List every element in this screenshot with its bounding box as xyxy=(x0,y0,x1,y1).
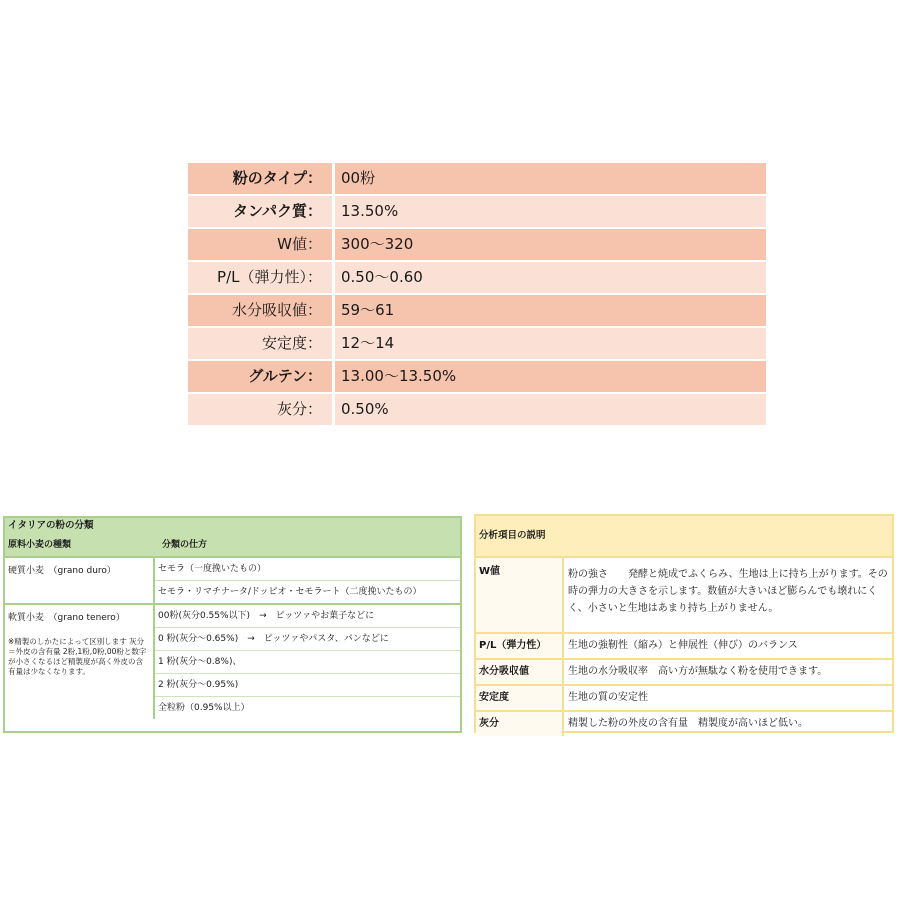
classification-item: セモラ・リマチナータ/ドッピオ・セモラート（二度挽いたもの） xyxy=(158,587,422,597)
spec-label: グルテン： xyxy=(188,361,332,392)
explanation-row-stability xyxy=(476,686,892,712)
explanation-row-w xyxy=(476,558,892,634)
spec-value: 0.50% xyxy=(335,394,766,425)
group-hard-wheat xyxy=(5,558,460,605)
spec-value: 00粉 xyxy=(335,163,766,194)
header-classification: 分類の仕方 xyxy=(162,540,208,550)
spec-value: 12～14 xyxy=(335,328,766,359)
explanation-value: 生地の水分吸収率 高い方が無駄なく粉を使用できます。 xyxy=(568,666,828,677)
classification-item: 2 粉(灰分～0.95%) xyxy=(155,674,460,697)
explanation-value: 生地の質の安定性 xyxy=(568,692,648,703)
spec-value: 13.00～13.50% xyxy=(335,361,766,392)
classification-item: 00粉(灰分0.55%以下) → ピッツァやお菓子などに xyxy=(155,605,460,628)
classification-item: 0 粉(灰分～0.65%) → ピッツァやパスタ、パンなどに xyxy=(155,628,460,651)
table-header xyxy=(5,534,460,558)
spec-row-gluten xyxy=(188,361,766,392)
spec-row-ash xyxy=(188,394,766,425)
soft-wheat-note: ※精製のしかたによって区別します 灰分＝外皮の含有量 2粉,1粉,0粉,00粉と数字が小さくなるほど精製度が高く外皮の含有量は少なくなります。 xyxy=(8,637,147,676)
explanation-key: W値 xyxy=(476,558,564,632)
soft-wheat-label: 軟質小麦 （grano tenero） xyxy=(8,613,125,623)
spec-row-protein xyxy=(188,196,766,227)
spec-row-stability xyxy=(188,328,766,359)
spec-value: 13.50% xyxy=(335,196,766,227)
explanation-row-pl xyxy=(476,634,892,660)
explanation-key: 灰分 xyxy=(476,712,564,736)
explanation-value: 生地の強靭性（縮み）と伸展性（伸び）のバランス xyxy=(568,640,798,651)
spec-row-water-absorption xyxy=(188,295,766,326)
spec-label: 安定度： xyxy=(188,328,332,359)
explanation-row-water xyxy=(476,660,892,686)
explanation-key: P/L（弾力性） xyxy=(476,634,564,658)
italian-flour-classification-table xyxy=(3,516,462,733)
soft-wheat-cell xyxy=(5,605,155,719)
spec-value: 59～61 xyxy=(335,295,766,326)
table-title: イタリアの粉の分類 xyxy=(5,518,460,534)
header-wheat-type: 原料小麦の種類 xyxy=(8,540,72,550)
spec-value: 0.50～0.60 xyxy=(335,262,766,293)
classification-item: 全粒粉（0.95%以上） xyxy=(158,703,250,713)
spec-label: W値： xyxy=(188,229,332,260)
table-title: 分析項目の説明 xyxy=(476,516,892,558)
spec-label: 灰分： xyxy=(188,394,332,425)
spec-label: P/L（弾力性）： xyxy=(188,262,332,293)
spec-label: 粉のタイプ： xyxy=(188,163,332,194)
classification-item: セモラ（一度挽いたもの） xyxy=(155,558,460,581)
spec-label: 水分吸収値： xyxy=(188,295,332,326)
flour-spec-table xyxy=(188,163,766,427)
explanation-value: 粉の強さ 発酵と焼成でふくらみ、生地は上に持ち上がります。その時の弾力の大きさを示します。数値が大きいほど膨らんでも壊れにくく、小さいと生地はあまり持ち上がりません。 xyxy=(568,569,888,614)
analysis-explanation-table xyxy=(474,514,894,733)
spec-value: 300～320 xyxy=(335,229,766,260)
hard-wheat-label: 硬質小麦 （grano duro） xyxy=(5,558,155,603)
group-soft-wheat xyxy=(5,605,460,719)
explanation-value: 精製した粉の外皮の含有量 精製度が高いほど低い。 xyxy=(568,718,808,729)
classification-item: 1 粉(灰分～0.8%)、 xyxy=(155,651,460,674)
explanation-row-ash xyxy=(476,712,892,736)
spec-label: タンパク質： xyxy=(188,196,332,227)
spec-row-flour-type xyxy=(188,163,766,194)
spec-row-pl xyxy=(188,262,766,293)
explanation-key: 水分吸収値 xyxy=(476,660,564,684)
explanation-key: 安定度 xyxy=(476,686,564,710)
spec-row-w-value xyxy=(188,229,766,260)
